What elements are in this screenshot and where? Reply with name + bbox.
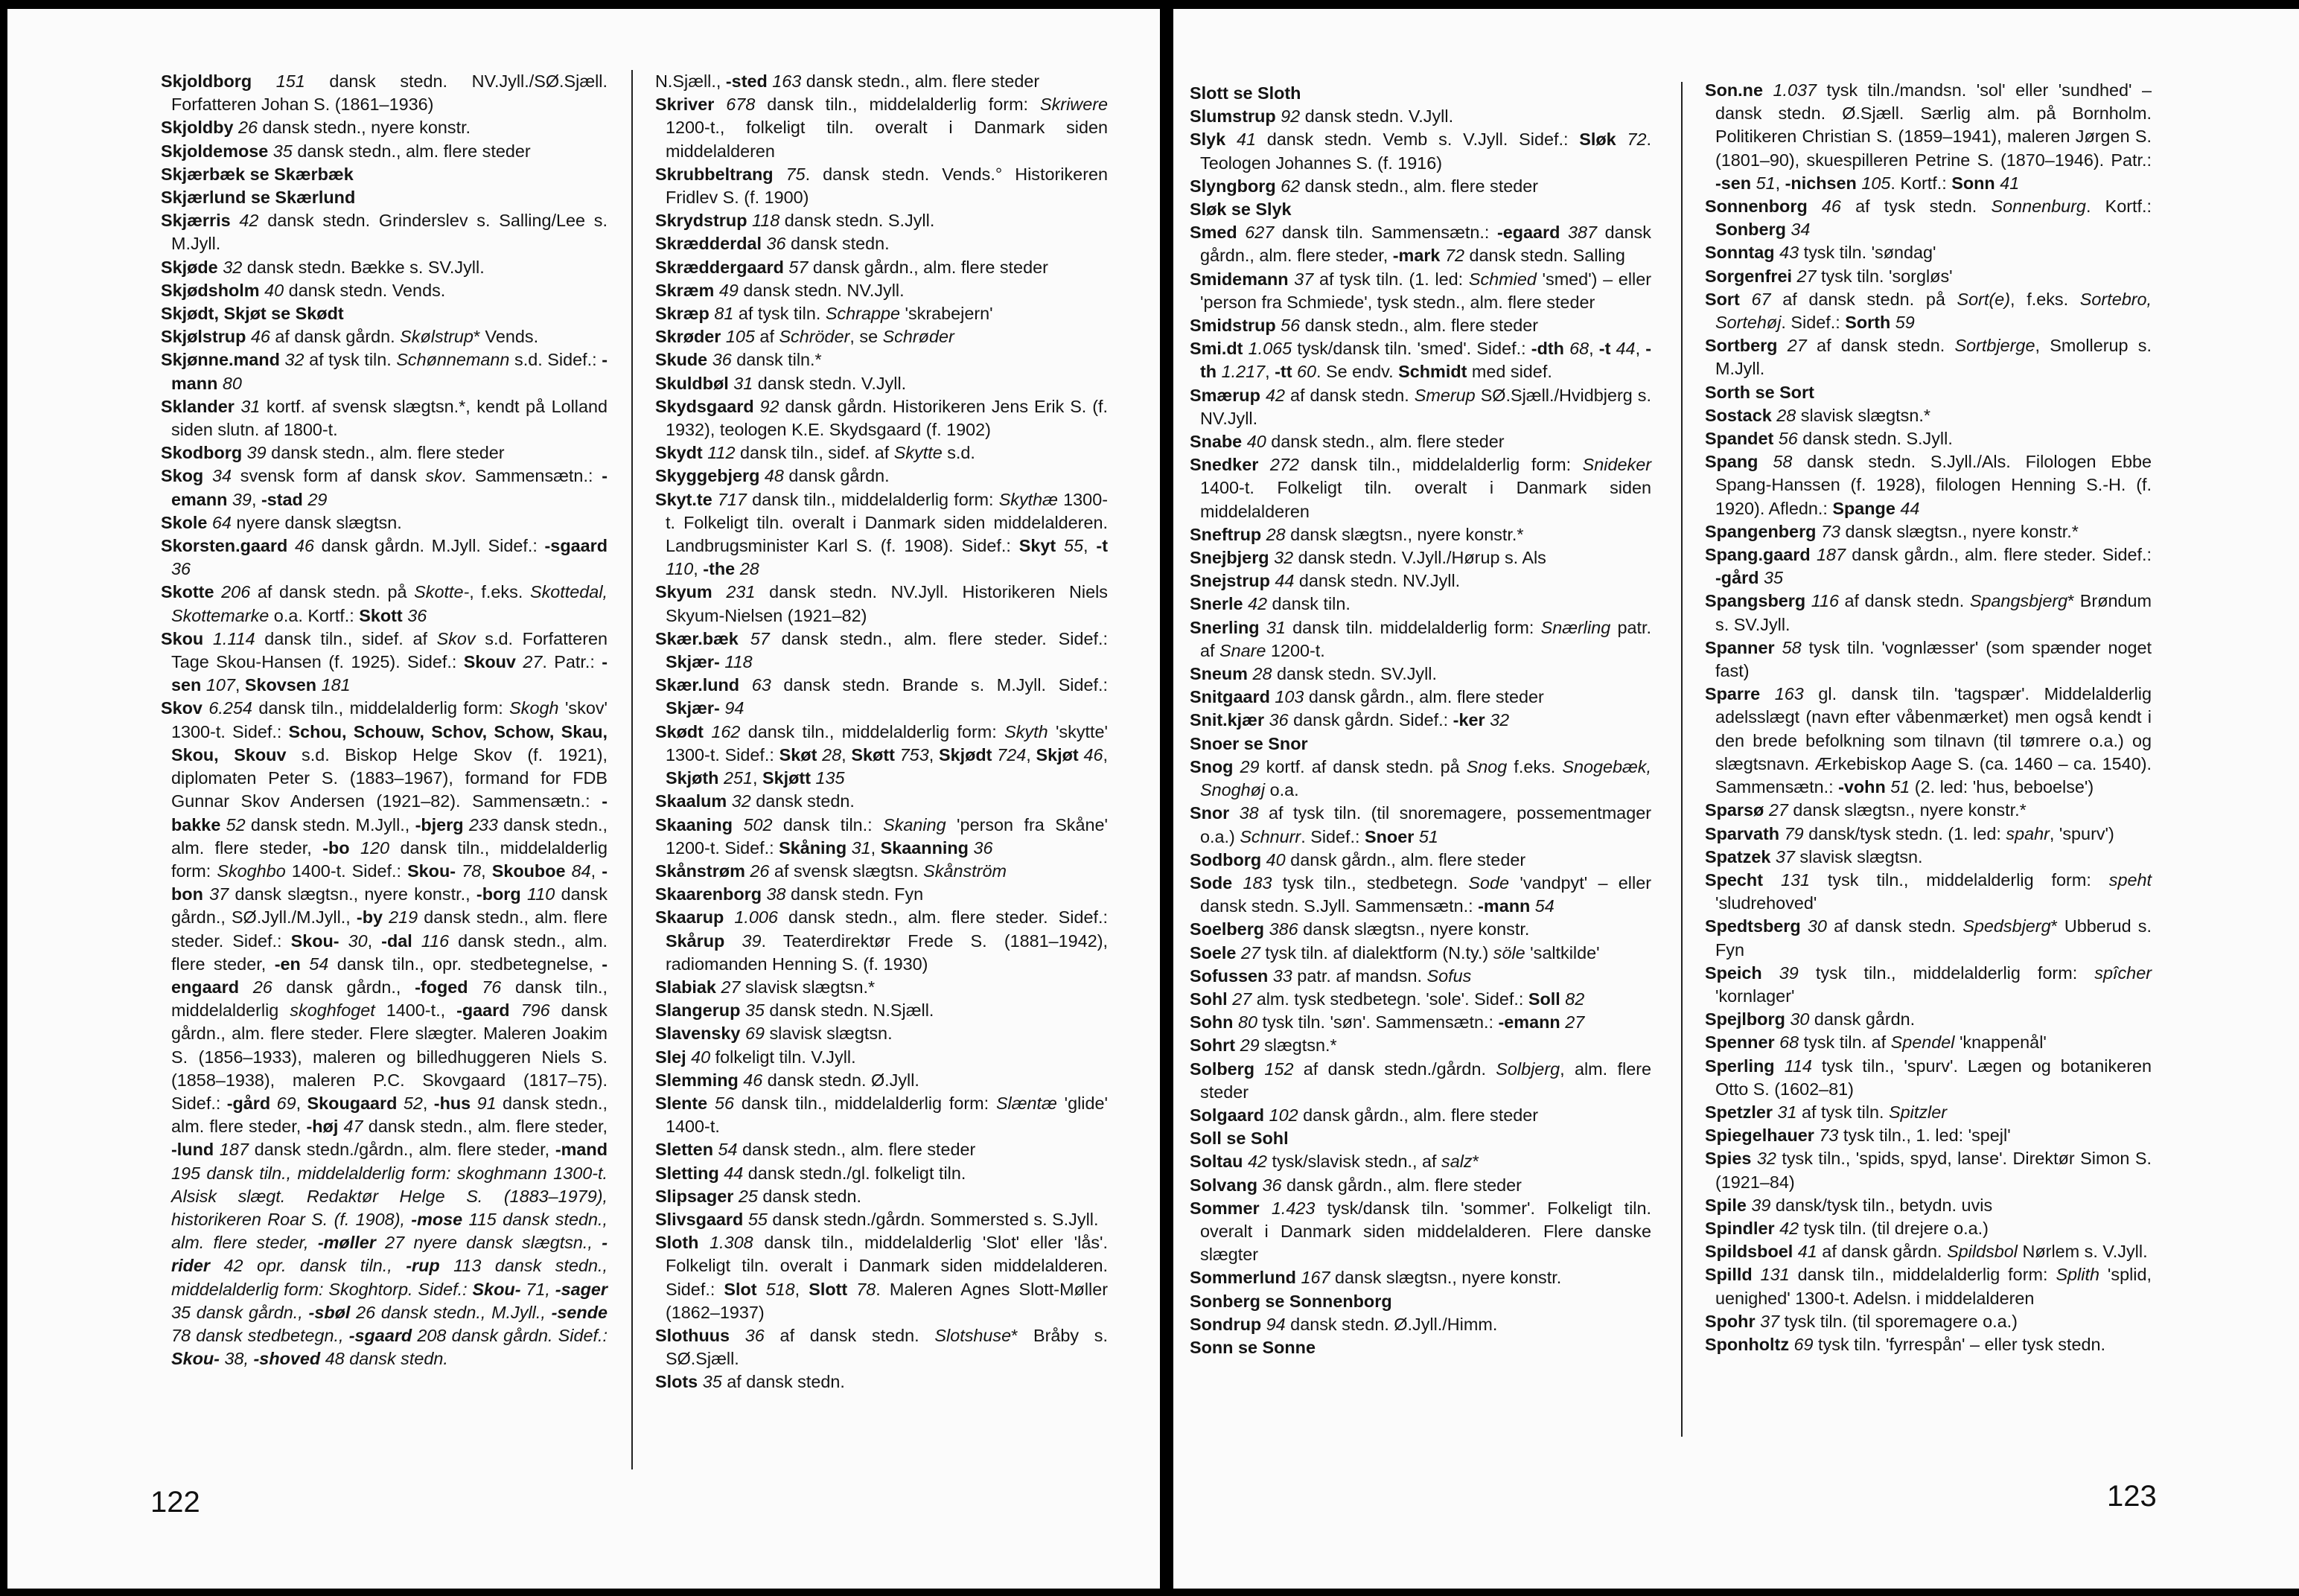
dictionary-entry: Soltau 42 tysk/slavisk stedn., af salz* [1190,1152,1479,1172]
column-divider [631,70,633,1469]
dictionary-entry: Sode 183 tysk tiln., stedbetegn. Sode 'vandpyt' – eller dansk stedn. S.Jyll. Sammensætn.: -mann 54 [1190,872,1652,916]
dictionary-entry: Slothuus 36 af dansk stedn. Slotshuse* Bråby s. SØ.Sjæll. [655,1325,1109,1369]
dictionary-entry: Spangsberg 116 af dansk stedn. Spangsbjerg* Brøndum s. SV.Jyll. [1705,591,2152,634]
column-divider [1681,82,1683,1437]
dictionary-entry: Smi.dt 1.065 tysk/dansk tiln. 'smed'. Sidef.: -dth 68, -t 44, -th 1.217, -tt 60. Se endv. Schmidt med sidef. [1190,339,1652,382]
dictionary-entry: Sonntag 43 tysk tiln. 'søndag' [1705,243,1936,263]
right-page-column-1 [1190,82,1651,1359]
dictionary-entry: Skriver 678 dansk tiln., middelalderlig form: Skriwere 1200-t., folkeligt tiln. overalt i Danmark siden middelalderen [655,95,1108,161]
dictionary-entry: Skjærlund se Skærlund [161,188,356,208]
dictionary-entry: Skaaning 502 dansk tiln.: Skaning 'person fra Skåne' 1200-t. Sidef.: Skåning 31, Skaanning 36 [655,814,1108,858]
dictionary-entry: Skræp 81 af tysk tiln. Schrappe 'skrabejern' [655,304,993,324]
dictionary-entry: Solvang 36 dansk gårdn., alm. flere steder [1190,1175,1522,1195]
dictionary-entry: Spenner 68 tysk tiln. af Spendel 'knappenål' [1705,1032,2047,1053]
dictionary-entry: Spiegelhauer 73 tysk tiln., 1. led: 'spejl' [1705,1126,2011,1146]
dictionary-entry: Sonnenborg 46 af tysk stedn. Sonnenburg. Kortf.: Sonberg 34 [1705,197,2152,240]
dictionary-entry: Skjoldby 26 dansk stedn., nyere konstr. [161,118,471,138]
dictionary-entry: Sperling 114 tysk tiln., 'spurv'. Lægen og botanikeren Otto S. (1602–81) [1705,1056,2152,1099]
dictionary-entry: Skaalum 32 dansk stedn. [655,791,855,811]
dictionary-entry: Sohrt 29 slægtsn.* [1190,1035,1337,1056]
dictionary-entry: Slumstrup 92 dansk stedn. V.Jyll. [1190,106,1454,127]
dictionary-entry: Skødt 162 dansk tiln., middelalderlig form: Skyth 'skytte' 1300-t. Sidef.: Skøt 28, Skøtt 753, Skjødt 724, Skjøt 46, Skjøth 251, Skjøtt 135 [655,721,1108,788]
dictionary-entry: Snit.kjær 36 dansk gårdn. Sidef.: -ker 32 [1190,710,1510,730]
dictionary-entry: Snejstrup 44 dansk stedn. NV.Jyll. [1190,571,1461,591]
dictionary-entry: Snedker 272 dansk tiln., middelalderlig form: Snideker 1400-t. Folkeligt tiln. overalt i Danmark siden middelalderen [1190,455,1651,521]
dictionary-entry: Skrøder 105 af Schröder, se Schrøder [655,327,954,347]
dictionary-entry: Sorgenfrei 27 tysk tiln. 'sorgløs' [1705,266,1953,286]
dictionary-entry: Skjølstrup 46 af dansk gårdn. Skølstrup* Vends. [161,327,539,347]
dictionary-entry: Skydsgaard 92 dansk gårdn. Historikeren Jens Erik S. (f. 1932), teologen K.E. Skydsgaard (f. 1902) [655,396,1108,440]
dictionary-entry: Skyum 231 dansk stedn. NV.Jyll. Historikeren Niels Skyum-Nielsen (1921–82) [655,582,1108,625]
dictionary-entry: Skodborg 39 dansk stedn., alm. flere steder [161,443,505,463]
dictionary-entry: Skjødt, Skjøt se Skødt [161,304,344,324]
dictionary-entry: Son.ne 1.037 tysk tiln./mandsn. 'sol' eller 'sundhed' – dansk stedn. Ø.Sjæll. Særlig alm. på Bornholm. Politikeren Christian S. (1859–1941), maleren Jørgen S. (1801–90), skuespilleren Petrine S. (1870–1946). Patr.: -sen 51, -nichsen 105. Kortf.: Sonn 41 [1705,80,2152,193]
dictionary-entry: Skorsten.gaard 46 dansk gårdn. M.Jyll. Sidef.: -sgaard 36 [161,536,608,579]
dictionary-entry: Slangerup 35 dansk stedn. N.Sjæll. [655,1000,934,1021]
dictionary-entry: Snerling 31 dansk tiln. middelalderlig form: Snærling patr. af Snare 1200-t. [1190,617,1651,660]
dictionary-entry: Spejlborg 30 dansk gårdn. [1705,1009,1916,1030]
dictionary-entry: Slej 40 folkeligt tiln. V.Jyll. [655,1047,856,1067]
dictionary-entry: Skrubbeltrang 75. dansk stedn. Vends.° Historikeren Fridlev S. (f. 1900) [655,164,1109,208]
right-page [1173,9,2299,1589]
dictionary-entry: Sparre 163 gl. dansk tiln. 'tagspær'. Middelalderlig adelsslægt (navn efter våbenmærket) men også kendt i den brede befolkning som tilnavn (til tømrere o.a.) og slægtsnavn. Ærkebiskop Aage S. (ca. 1460 – ca. 1540). Sammensætn.: -vohn 51 (2. led: 'hus, beboelse') [1705,684,2152,797]
dictionary-entry: Skjærbæk se Skærbæk [161,164,354,184]
dictionary-entry: Sparvath 79 dansk/tysk stedn. (1. led: spahr, 'spurv') [1705,823,2114,843]
page-number: 122 [150,1486,200,1519]
dictionary-entry: Skjøde 32 dansk stedn. Bække s. SV.Jyll. [161,257,485,277]
dictionary-entry: Spatzek 37 slavisk slægtsn. [1705,846,1923,866]
dictionary-entry: Skjoldemose 35 dansk stedn., alm. flere steder [161,141,531,161]
dictionary-entry: Sløk se Slyk [1190,200,1292,220]
dictionary-entry: Skær.bæk 57 dansk stedn., alm. flere steder. Sidef.: Skjær- 118 [655,628,1108,672]
dictionary-entry: Sofussen 33 patr. af mandsn. Sofus [1190,965,1472,986]
dictionary-entry: Spedtsberg 30 af dansk stedn. Spedsbjerg* Ubberud s. Fyn [1705,916,2152,960]
dictionary-entry: Skyt.te 717 dansk tiln., middelalderlig form: Skythæ 1300-t. Folkeligt tiln. overalt i Danmark siden middelalderen. Landbrugsminister Karl S. (f. 1908). Sidef.: Skyt 55, -t 110, -the 28 [655,489,1109,579]
dictionary-entry: Skjoldborg 151 dansk stedn. NV.Jyll./SØ.Sjæll. Forfatteren Johan S. (1861–1936) [161,71,608,115]
dictionary-entry: Specht 131 tysk tiln., middelalderlig form: speht 'sludrehoved' [1705,869,2152,913]
dictionary-entry: Sponholtz 69 tysk tiln. 'fyrrespån' – eller tysk stedn. [1705,1334,2105,1354]
right-page-column-2 [1705,79,2152,1356]
dictionary-entry: Sparsø 27 dansk slægtsn., nyere konstr.* [1705,800,2027,820]
dictionary-entry: Spindler 42 tysk tiln. (til drejere o.a.) [1705,1218,1989,1238]
dictionary-entry: Skjønne.mand 32 af tysk tiln. Schønnemann s.d. Sidef.: -mann 80 [161,350,608,393]
dictionary-entry: Slyk 41 dansk stedn. Vemb s. V.Jyll. Sidef.: Sløk 72. Teologen Johannes S. (f. 1916) [1190,130,1652,173]
dictionary-entry: Slott se Sloth [1190,83,1301,103]
dictionary-entry: Sortberg 27 af dansk stedn. Sortbjerge, Smollerup s. M.Jyll. [1705,336,2152,379]
dictionary-entry: Solgaard 102 dansk gårdn., alm. flere steder [1190,1105,1539,1125]
dictionary-entry: Snoer se Snor [1190,733,1308,753]
page-number: 123 [2107,1480,2157,1513]
dictionary-entry: Spandet 56 dansk stedn. S.Jyll. [1705,429,1953,449]
dictionary-entry: Sloth 1.308 dansk tiln., middelalderlig 'Slot' eller 'lås'. Folkeligt tiln. overalt i Danmark siden middelalderen. Sidef.: Slot 518, Slott 78. Maleren Agnes Slott-Møller (1862–1937) [655,1233,1109,1322]
dictionary-entry: Soele 27 tysk tiln. af dialektform (N.ty.) söle 'saltkilde' [1190,942,1600,963]
dictionary-entry: Snor 38 af tysk tiln. (til snoremagere, possementmager o.a.) Schnurr. Sidef.: Snoer 51 [1190,803,1652,846]
left-page-column-2 [655,70,1108,1394]
dictionary-entry: Sondrup 94 dansk stedn. Ø.Jyll./Himm. [1190,1314,1498,1334]
dictionary-entry: N.Sjæll., -sted 163 dansk stedn., alm. flere steder [655,71,1040,91]
dictionary-entry: Slyngborg 62 dansk stedn., alm. flere steder [1190,176,1539,196]
dictionary-entry: Sort 67 af dansk stedn. på Sort(e), f.eks. Sortebro, Sortehøj. Sidef.: Sorth 59 [1705,289,2152,333]
dictionary-entry: Sklander 31 kortf. af svensk slægtsn.*, kendt på Lolland siden slutn. af 1800-t. [161,396,608,440]
dictionary-entry: Skræddergaard 57 dansk gårdn., alm. flere steder [655,257,1048,277]
dictionary-entry: Skjærris 42 dansk stedn. Grinderslev s. Salling/Lee s. M.Jyll. [161,211,608,254]
dictionary-entry: Skjødsholm 40 dansk stedn. Vends. [161,280,446,300]
dictionary-entry: Skaarenborg 38 dansk stedn. Fyn [655,884,924,904]
dictionary-entry: Spang.gaard 187 dansk gårdn., alm. flere steder. Sidef.: -gård 35 [1705,545,2152,588]
dictionary-entry: Smed 627 dansk tiln. Sammensætn.: -egaard 387 dansk gårdn., alm. flere steder, -mark 72 dansk stedn. Salling [1190,223,1652,266]
dictionary-entry: Spohr 37 tysk tiln. (til sporemagere o.a.) [1705,1311,2018,1331]
dictionary-entry: Snabe 40 dansk stedn., alm. flere steder [1190,432,1505,452]
dictionary-entry: Slots 35 af dansk stedn. [655,1372,845,1392]
dictionary-entry: Snog 29 kortf. af dansk stedn. på Snog f.eks. Snogebæk, Snoghøj o.a. [1190,756,1651,800]
dictionary-entry: Slente 56 dansk tiln., middelalderlig form: Slæntæ 'glide' 1400-t. [655,1093,1108,1137]
dictionary-entry: Skydt 112 dansk tiln., sidef. af Skytte s.d. [655,443,975,463]
dictionary-entry: Soelberg 386 dansk slægtsn., nyere konstr. [1190,919,1530,939]
dictionary-entry: Skou 1.114 dansk tiln., sidef. af Skov s.d. Forfatteren Tage Skou-Hansen (f. 1925). Sidef.: Skouv 27. Patr.: -sen 107, Skovsen 181 [161,628,608,695]
dictionary-entry: Skuldbøl 31 dansk stedn. V.Jyll. [655,373,907,393]
dictionary-entry: Spetzler 31 af tysk tiln. Spitzler [1705,1102,1948,1122]
dictionary-entry: Slemming 46 dansk stedn. Ø.Jyll. [655,1070,919,1090]
dictionary-entry: Smidstrup 56 dansk stedn., alm. flere steder [1190,316,1539,336]
dictionary-entry: Spilld 131 dansk tiln., middelalderlig form: Splith 'splid, uenighed' 1300-t. Adelsn. i middelalderen [1705,1265,2152,1308]
dictionary-entry: Sneftrup 28 dansk slægtsn., nyere konstr.* [1190,524,1524,544]
dictionary-entry: Smærup 42 af dansk stedn. Smerup SØ.Sjæll./Hvidbjerg s. NV.Jyll. [1190,385,1652,428]
dictionary-entry: Sommerlund 167 dansk slægtsn., nyere konstr. [1190,1268,1562,1288]
dictionary-entry: Snerle 42 dansk tiln. [1190,594,1351,614]
dictionary-entry: Skær.lund 63 dansk stedn. Brande s. M.Jyll. Sidef.: Skjær- 94 [655,675,1109,718]
dictionary-entry: Slavensky 69 slavisk slægtsn. [655,1024,893,1044]
dictionary-entry: Sommer 1.423 tysk/dansk tiln. 'sommer'. Folkeligt tiln. overalt i Danmark siden middelalderen. Flere danske slægter [1190,1198,1652,1265]
dictionary-entry: Spildsboel 41 af dansk gårdn. Spildsbol Nørlem s. V.Jyll. [1705,1242,2148,1262]
dictionary-entry: Sneum 28 dansk stedn. SV.Jyll. [1190,664,1437,684]
left-page-column-1 [161,70,608,1370]
dictionary-entry: Skog 34 svensk form af dansk skov. Sammensætn.: -emann 39, -stad 29 [161,466,608,509]
dictionary-entry: Speich 39 tysk tiln., middelalderlig form: spîcher 'kornlager' [1705,963,2152,1006]
dictionary-entry: Snejbjerg 32 dansk stedn. V.Jyll./Hørup s. Als [1190,548,1546,568]
dictionary-entry: Sodborg 40 dansk gårdn., alm. flere steder [1190,849,1526,869]
dictionary-entry: Spang 58 dansk stedn. S.Jyll./Als. Filologen Ebbe Spang-Hanssen (f. 1928), filologen Henning S.-H. (f. 1920). Afledn.: Spange 44 [1705,452,2152,518]
dictionary-entry: Skræm 49 dansk stedn. NV.Jyll. [655,280,905,300]
dictionary-entry: Sorth se Sort [1705,382,1814,402]
dictionary-entry: Solberg 152 af dansk stedn./gårdn. Solbjerg, alm. flere steder [1190,1059,1651,1102]
dictionary-entry: Sonn se Sonne [1190,1337,1316,1357]
dictionary-entry: Snitgaard 103 dansk gårdn., alm. flere steder [1190,687,1544,707]
dictionary-entry: Spile 39 dansk/tysk tiln., betydn. uvis [1705,1195,1993,1215]
dictionary-entry: Skaarup 1.006 dansk stedn., alm. flere steder. Sidef.: Skårup 39. Teaterdirektør Frede S. (1881–1942), radiomanden Henning S. (f. 1930) [655,907,1108,974]
dictionary-entry: Sohn 80 tysk tiln. 'søn'. Sammensætn.: -emann 27 [1190,1012,1585,1032]
dictionary-entry: Slivsgaard 55 dansk stedn./gårdn. Sommersted s. S.Jyll. [655,1209,1099,1229]
dictionary-entry: Sonberg se Sonnenborg [1190,1291,1392,1311]
dictionary-entry: Smidemann 37 af tysk tiln. (1. led: Schmied 'smed') – eller 'person fra Schmiede', tysk stedn., alm. flere steder [1190,269,1652,312]
left-page [7,9,1160,1589]
dictionary-entry: Soll se Sohl [1190,1129,1289,1149]
dictionary-entry: Slabiak 27 slavisk slægtsn.* [655,977,876,997]
dictionary-entry: Sostack 28 slavisk slægtsn.* [1705,405,1930,425]
dictionary-entry: Sletten 54 dansk stedn., alm. flere steder [655,1140,976,1160]
dictionary-entry: Skole 64 nyere dansk slægtsn. [161,512,402,532]
dictionary-entry: Skotte 206 af dansk stedn. på Skotte-, f.eks. Skottedal, Skottemarke o.a. Kortf.: Skott 36 [161,582,608,625]
dictionary-entry: Skrydstrup 118 dansk stedn. S.Jyll. [655,211,935,231]
dictionary-entry: Skyggebjerg 48 dansk gårdn. [655,466,890,486]
dictionary-entry: Skånstrøm 26 af svensk slægtsn. Skånström [655,861,1007,881]
dictionary-entry: Sohl 27 alm. tysk stedbetegn. 'sole'. Sidef.: Soll 82 [1190,989,1585,1009]
dictionary-entry: Spies 32 tysk tiln., 'spids, spyd, lanse'. Direktør Simon S. (1921–84) [1705,1149,2152,1192]
dictionary-entry: Sletting 44 dansk stedn./gl. folkeligt tiln. [655,1163,966,1183]
dictionary-entry: Spangenberg 73 dansk slægtsn., nyere konstr.* [1705,521,2079,541]
dictionary-entry: Skov 6.254 dansk tiln., middelalderlig form: Skogh 'skov' 1300-t. Sidef.: Schou, Schouw, Schov, Schow, Skau, Skou, Skouv s.d. Biskop Helge Skov (f. 1921), diplomaten Peter S. (1883–1967), formand for FDB Gunnar Skov Andersen (1921–82). Sammensætn.: -bakke 52 dansk stedn. M.Jyll., -bjerg 233 dansk stedn., alm. flere steder, -bo 120 dansk tiln., middelalderlig form: Skoghbo 1400-t. Sidef.: Skou- 78, Skouboe 84, -bon 37 dansk slægtsn., nyere konstr., -borg 110 dansk gårdn., SØ.Jyll./M.Jyll., -by 219 dansk stedn., alm. flere steder. Sidef.: Skou- 30, -dal 116 dansk stedn., alm. flere steder, -en 54 dansk tiln., opr. stedbetegnelse, -engaard 26 dansk gårdn., -foged 76 dansk tiln., middelalderlig skoghfoget 1400-t., -gaard 796 dansk gårdn., alm. flere steder. Flere slægter. Maleren Joakim S. (1856–1933), maleren og billedhuggeren Niels S. (1858–1938), maleren P.C. Skovgaard (1817–75). Sidef.: -gård 69, Skougaard 52, -hus 91 dansk stedn., alm. flere steder, -høj 47 dansk stedn., alm. flere steder, -lund 187 dansk stedn./gårdn., alm. flere steder, -mand 195 dansk tiln., middelalderlig form: skoghmann 1300-t. Alsisk slægt. Redaktør Helge S. (1883–1979), historikeren Roar S. (f. 1908), -mose 115 dansk stedn., alm. flere steder, -møller 27 nyere dansk slægtsn., -rider 42 opr. dansk tiln., -rup 113 dansk stedn., middelalderlig form: Skoghtorp. Sidef.: Skou- 71, -sager 35 dansk gårdn., -sbøl 26 dansk stedn., M.Jyll., -sende 78 dansk stedbetegn., -sgaard 208 dansk gårdn. Sidef.: Skou- 38, -shoved 48 dansk stedn. [161,698,608,1369]
dictionary-entry: Spanner 58 tysk tiln. 'vognlæsser' (som spænder noget fast) [1705,637,2152,681]
dictionary-entry: Slipsager 25 dansk stedn. [655,1186,861,1206]
dictionary-entry: Skude 36 dansk tiln.* [655,350,822,370]
dictionary-entry: Skrædderdal 36 dansk stedn. [655,234,890,254]
